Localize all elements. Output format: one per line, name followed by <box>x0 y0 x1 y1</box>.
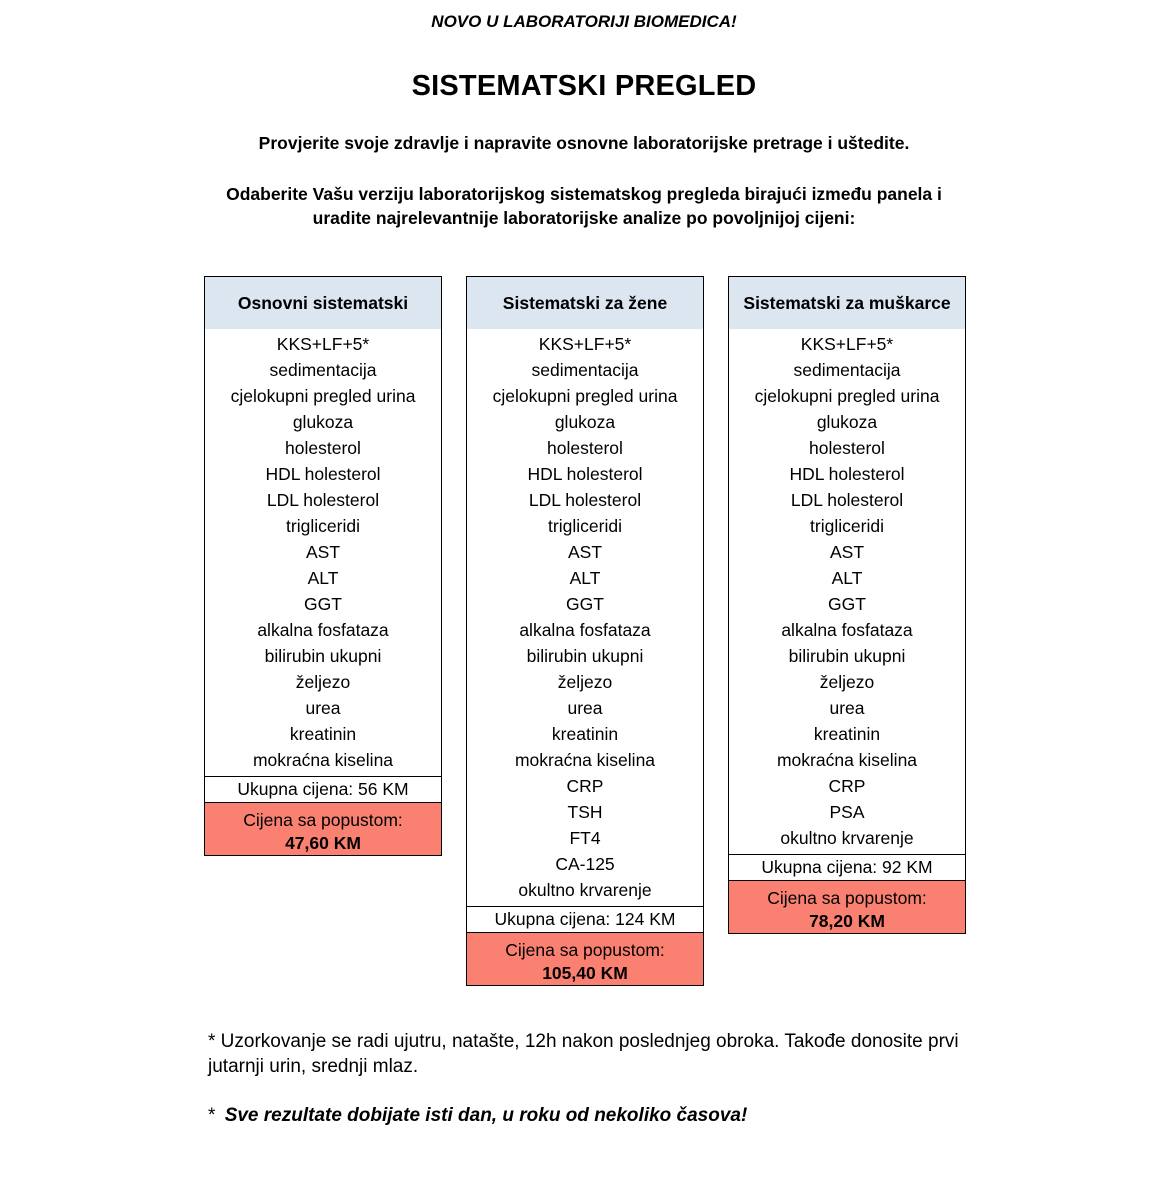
total-price: Ukupna cijena: 124 KM <box>467 906 703 933</box>
test-item: urea <box>305 698 341 718</box>
test-item: bilirubin ukupni <box>264 646 382 666</box>
test-item: željezo <box>295 672 351 692</box>
test-item: AST <box>829 542 865 562</box>
footnote-results <box>208 1105 968 1127</box>
panel-title: Sistematski za muškarce <box>729 277 965 329</box>
footnote-results-text: Sve rezultate dobijate isti dan, u roku od nekoliko časova! <box>224 1105 748 1126</box>
test-item: GGT <box>828 594 866 614</box>
total-price: Ukupna cijena: 56 KM <box>205 776 441 803</box>
test-item: FT4 <box>569 828 601 848</box>
test-item: cjelokupni pregled urina <box>492 386 678 406</box>
test-item: KKS+LF+5* <box>538 334 632 354</box>
test-item: HDL holesterol <box>265 464 381 484</box>
test-item: trigliceridi <box>286 516 360 536</box>
test-item: LDL holesterol <box>266 490 380 510</box>
test-item: GGT <box>304 594 342 614</box>
test-item: glukoza <box>292 412 354 432</box>
test-item: okultno krvarenje <box>780 828 914 848</box>
test-item: trigliceridi <box>810 516 884 536</box>
test-item: CA-125 <box>555 854 615 874</box>
test-item: AST <box>567 542 603 562</box>
test-item: glukoza <box>816 412 878 432</box>
test-item: cjelokupni pregled urina <box>230 386 416 406</box>
discount-price-box <box>467 933 703 985</box>
discount-value: 78,20 KM <box>809 911 885 931</box>
test-item: holesterol <box>547 438 623 458</box>
top-note: NOVO U LABORATORIJI BIOMEDICA! <box>431 12 737 31</box>
test-item: holesterol <box>809 438 885 458</box>
test-item: HDL holesterol <box>527 464 643 484</box>
test-item: LDL holesterol <box>528 490 642 510</box>
test-item: sedimentacija <box>531 360 639 380</box>
total-price: Ukupna cijena: 92 KM <box>729 854 965 881</box>
test-item: sedimentacija <box>793 360 901 380</box>
page-title: SISTEMATSKI PREGLED <box>411 70 757 102</box>
test-item: alkalna fosfataza <box>519 620 651 640</box>
panel-test-list <box>205 329 441 773</box>
test-item: kreatinin <box>813 724 881 744</box>
discount-price-box <box>205 803 441 855</box>
intro-text: Provjerite svoje zdravlje i napravite osnovne laboratorijske pretrage i uštedite. <box>258 133 910 153</box>
panel-test-list <box>467 329 703 903</box>
footnote-sampling: * Uzorkovanje se radi ujutru, natašte, 12h nakon poslednjeg obroka. Takođe donosite prvi jutarnji urin, srednji mlaz. <box>208 1031 959 1077</box>
test-item: AST <box>305 542 341 562</box>
test-item: mokraćna kiselina <box>514 750 656 770</box>
test-item: CRP <box>566 776 604 796</box>
test-item: urea <box>567 698 603 718</box>
discount-label: Cijena sa popustom: <box>767 888 927 908</box>
discount-label: Cijena sa popustom: <box>505 940 665 960</box>
test-item: LDL holesterol <box>790 490 904 510</box>
test-item: sedimentacija <box>269 360 377 380</box>
test-item: bilirubin ukupni <box>788 646 906 666</box>
discount-value: 47,60 KM <box>285 833 361 853</box>
test-item: glukoza <box>554 412 616 432</box>
panel-title: Osnovni sistematski <box>205 277 441 329</box>
test-item: holesterol <box>285 438 361 458</box>
discount-price-box <box>729 881 965 933</box>
panel-zene <box>466 276 704 986</box>
test-item: željezo <box>557 672 613 692</box>
test-item: cjelokupni pregled urina <box>754 386 940 406</box>
footnote-star: * <box>208 1105 216 1126</box>
test-item: ALT <box>569 568 601 588</box>
test-item: željezo <box>819 672 875 692</box>
panel-test-list <box>729 329 965 851</box>
test-item: ALT <box>307 568 339 588</box>
test-item: TSH <box>567 802 603 822</box>
test-item: mokraćna kiselina <box>252 750 394 770</box>
test-item: HDL holesterol <box>789 464 905 484</box>
test-item: kreatinin <box>289 724 357 744</box>
discount-value: 105,40 KM <box>542 963 628 983</box>
test-item: CRP <box>828 776 866 796</box>
test-item: mokraćna kiselina <box>776 750 918 770</box>
panel-title: Sistematski za žene <box>467 277 703 329</box>
test-item: PSA <box>829 802 865 822</box>
panel-osnovni <box>204 276 442 856</box>
test-item: bilirubin ukupni <box>526 646 644 666</box>
intro-instructions: Odaberite Vašu verziju laboratorijskog sistematskog pregleda birajući između panela i uradite najrelevantnije laboratorijske analize po povoljnijoj cijeni: <box>226 184 942 228</box>
test-item: alkalna fosfataza <box>781 620 913 640</box>
discount-label: Cijena sa popustom: <box>243 810 403 830</box>
test-item: okultno krvarenje <box>518 880 652 900</box>
test-item: GGT <box>566 594 604 614</box>
test-item: ALT <box>831 568 863 588</box>
test-item: KKS+LF+5* <box>276 334 370 354</box>
panel-muskarce <box>728 276 966 934</box>
test-item: alkalna fosfataza <box>257 620 389 640</box>
test-item: KKS+LF+5* <box>800 334 894 354</box>
test-item: trigliceridi <box>548 516 622 536</box>
test-item: kreatinin <box>551 724 619 744</box>
test-item: urea <box>829 698 865 718</box>
